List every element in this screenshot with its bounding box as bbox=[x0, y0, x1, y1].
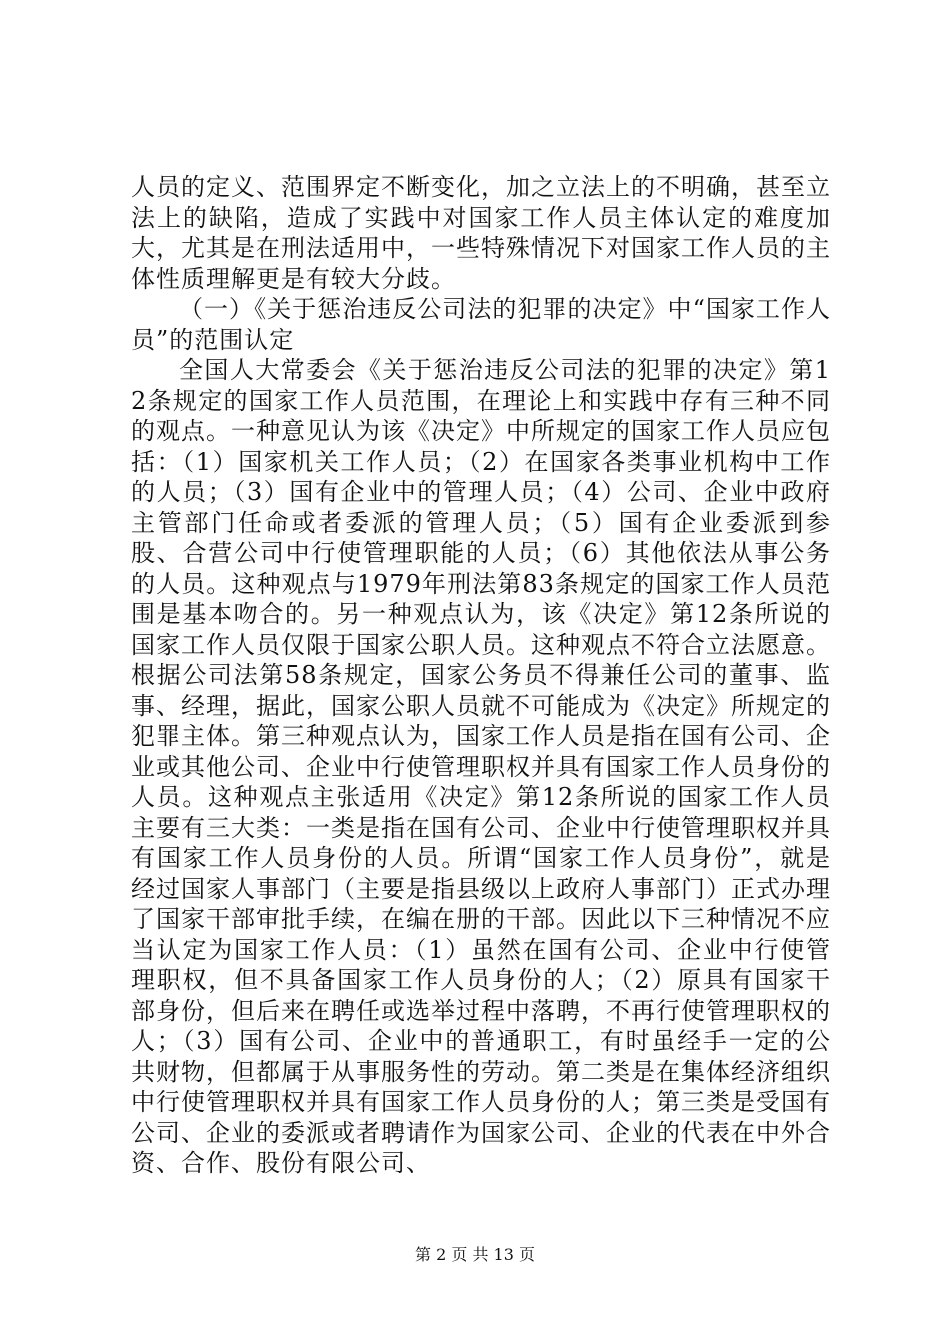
section-heading: （一）《关于惩治违反公司法的犯罪的决定》中“国家工作人员”的范围认定 bbox=[131, 295, 831, 354]
document-body bbox=[131, 172, 831, 1179]
paragraph-main: 全国人大常委会《关于惩治违反公司法的犯罪的决定》第12条规定的国家工作人员范围，在理论上和实践中存有三种不同的观点。一种意见认为该《决定》中所规定的国家工作人员应包括：（1）国家机关工作人员；（2）在国家各类事业机构中工作的人员；（3）国有企业中的管理人员；（4）公司、企业中政府主管部门任命或者委派的管理人员；（5）国有企业委派到参股、合营公司中行使管理职能的人员；（6）其他依法从事公务的人员。这种观点与1979年刑法第83条规定的国家工作人员范围是基本吻合的。另一种观点认为，该《决定》第12条所说的国家工作人员仅限于国家公职人员。这种观点不符合立法愿意。根据公司法第58条规定，国家公务员不得兼任公司的董事、监事、经理，据此，国家公职人员就不可能成为《决定》所规定的犯罪主体。第三种观点认为，国家工作人员是指在国有公司、企业或其他公司、企业中行使管理职权并具有国家工作人员身份的人员。这种观点主张适用《决定》第12条所说的国家工作人员主要有三大类：一类是指在国有公司、企业中行使管理职权并具有国家工作人员身份的人员。所谓“国家工作人员身份”，就是经过国家人事部门（主要是指县级以上政府人事部门）正式办理了国家干部审批手续，在编在册的干部。因此以下三种情况不应当认定为国家工作人员：（1）虽然在国有公司、企业中行使管理职权，但不具备国家工作人员身份的人；（2）原具有国家干部身份，但后来在聘任或选举过程中落聘，不再行使管理职权的人；（3）国有公司、企业中的普通职工，有时虽经手一定的公共财物，但都属于从事服务性的劳动。第二类是在集体经济组织中行使管理职权并具有国家工作人员身份的人；第三类是受国有公司、企业的委派或者聘请作为国家公司、企业的代表在中外合资、合作、股份有限公司、 bbox=[131, 356, 831, 1177]
paragraph-continuation: 人员的定义、范围界定不断变化，加之立法上的不明确，甚至立法上的缺陷，造成了实践中对国家工作人员主体认定的难度加大，尤其是在刑法适用中，一些特殊情况下对国家工作人员的主体性质理解更是有较大分歧。 bbox=[131, 173, 831, 293]
page-footer: 第 2 页 共 13 页 bbox=[415, 1245, 535, 1264]
